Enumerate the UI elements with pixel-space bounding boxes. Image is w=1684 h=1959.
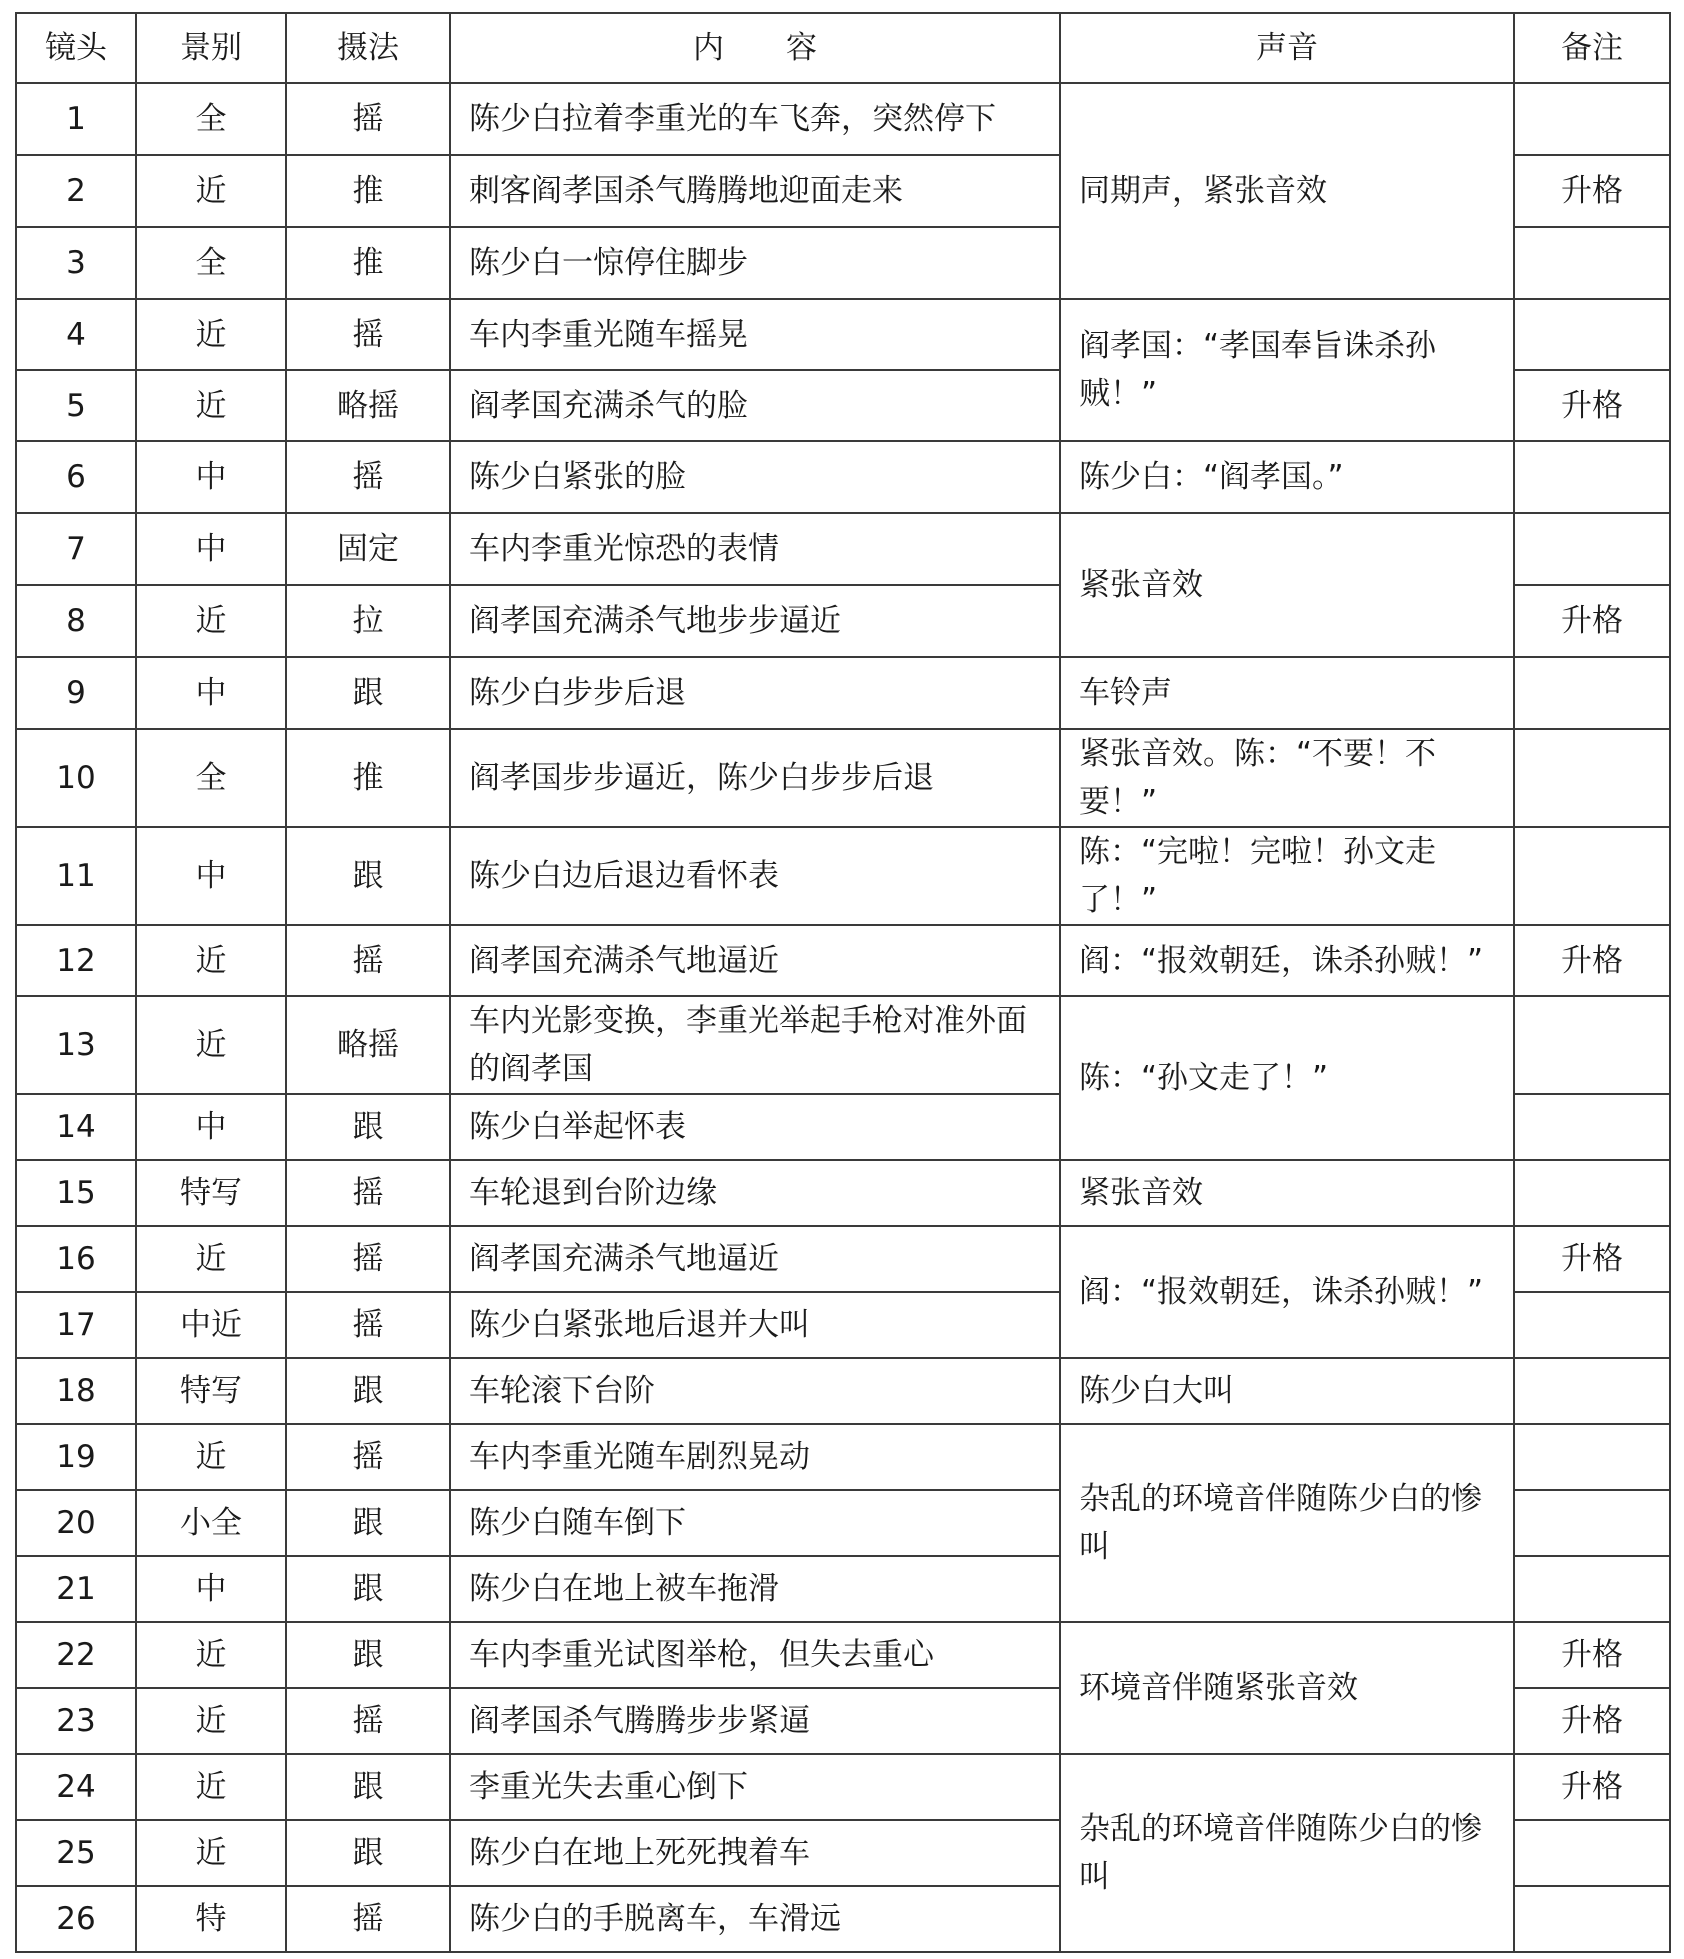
camera-method-cell: 拉 [286, 585, 450, 657]
camera-method-cell: 跟 [286, 1490, 450, 1556]
note-cell [1514, 299, 1670, 370]
shot-number-cell: 7 [16, 513, 136, 585]
note-cell: 升格 [1514, 1226, 1670, 1292]
shot-number-cell: 8 [16, 585, 136, 657]
shot-scale-cell: 近 [136, 1424, 286, 1490]
shot-content-cell: 车轮滚下台阶 [450, 1358, 1060, 1424]
shot-scale-cell: 中 [136, 827, 286, 925]
table-row [16, 996, 1670, 1094]
shot-content-cell: 陈少白边后退边看怀表 [450, 827, 1060, 925]
note-cell [1514, 1886, 1670, 1952]
table-row [16, 513, 1670, 585]
camera-method-cell: 推 [286, 227, 450, 299]
camera-method-cell: 摇 [286, 299, 450, 370]
note-cell [1514, 441, 1670, 513]
sound-cell: 环境音伴随紧张音效 [1060, 1622, 1514, 1754]
camera-method-cell: 跟 [286, 827, 450, 925]
shot-number-cell: 10 [16, 729, 136, 827]
note-cell: 升格 [1514, 155, 1670, 227]
shot-number-cell: 3 [16, 227, 136, 299]
sound-cell: 陈少白：“阎孝国。” [1060, 441, 1514, 513]
shot-number-cell: 23 [16, 1688, 136, 1754]
storyboard-table [15, 12, 1671, 1953]
shot-scale-cell: 近 [136, 1226, 286, 1292]
shot-scale-cell: 近 [136, 299, 286, 370]
shot-number-cell: 13 [16, 996, 136, 1094]
camera-method-cell: 推 [286, 155, 450, 227]
shot-scale-cell: 中 [136, 1094, 286, 1160]
sound-cell: 杂乱的环境音伴随陈少白的惨叫 [1060, 1754, 1514, 1952]
table-row [16, 1622, 1670, 1688]
sound-cell: 紧张音效 [1060, 513, 1514, 657]
table-row [16, 1754, 1670, 1820]
sound-cell: 杂乱的环境音伴随陈少白的惨叫 [1060, 1424, 1514, 1622]
camera-method-cell: 跟 [286, 1622, 450, 1688]
note-cell: 升格 [1514, 1622, 1670, 1688]
camera-method-cell: 摇 [286, 1292, 450, 1358]
shot-content-cell: 阎孝国充满杀气的脸 [450, 370, 1060, 441]
shot-number-cell: 20 [16, 1490, 136, 1556]
shot-scale-cell: 特写 [136, 1358, 286, 1424]
sound-cell: 陈：“孙文走了！” [1060, 996, 1514, 1160]
shot-scale-cell: 近 [136, 1622, 286, 1688]
shot-number-cell: 19 [16, 1424, 136, 1490]
shot-number-cell: 5 [16, 370, 136, 441]
shot-content-cell: 陈少白在地上被车拖滑 [450, 1556, 1060, 1622]
table-row [16, 827, 1670, 925]
sound-cell: 陈：“完啦！完啦！孙文走了！” [1060, 827, 1514, 925]
note-cell [1514, 1160, 1670, 1226]
table-row [16, 83, 1670, 155]
shot-number-cell: 25 [16, 1820, 136, 1886]
note-cell [1514, 83, 1670, 155]
camera-method-cell: 固定 [286, 513, 450, 585]
header-shot: 镜头 [16, 13, 136, 83]
shot-number-cell: 24 [16, 1754, 136, 1820]
sound-cell: 陈少白大叫 [1060, 1358, 1514, 1424]
shot-content-cell: 陈少白在地上死死拽着车 [450, 1820, 1060, 1886]
note-cell [1514, 227, 1670, 299]
shot-content-cell: 车轮退到台阶边缘 [450, 1160, 1060, 1226]
sound-cell: 紧张音效。陈：“不要！不要！” [1060, 729, 1514, 827]
camera-method-cell: 跟 [286, 1820, 450, 1886]
shot-number-cell: 6 [16, 441, 136, 513]
table-row [16, 1160, 1670, 1226]
camera-method-cell: 跟 [286, 1094, 450, 1160]
shot-scale-cell: 近 [136, 925, 286, 996]
note-cell [1514, 1358, 1670, 1424]
shot-content-cell: 车内李重光惊恐的表情 [450, 513, 1060, 585]
camera-method-cell: 摇 [286, 1688, 450, 1754]
table-row [16, 729, 1670, 827]
shot-scale-cell: 中 [136, 1556, 286, 1622]
shot-scale-cell: 特 [136, 1886, 286, 1952]
shot-content-cell: 阎孝国充满杀气地逼近 [450, 1226, 1060, 1292]
shot-scale-cell: 近 [136, 585, 286, 657]
shot-scale-cell: 全 [136, 729, 286, 827]
shot-scale-cell: 中 [136, 441, 286, 513]
shot-number-cell: 14 [16, 1094, 136, 1160]
table-row [16, 1226, 1670, 1292]
note-cell [1514, 1490, 1670, 1556]
camera-method-cell: 推 [286, 729, 450, 827]
shot-number-cell: 21 [16, 1556, 136, 1622]
shot-scale-cell: 近 [136, 996, 286, 1094]
shot-number-cell: 16 [16, 1226, 136, 1292]
camera-method-cell: 摇 [286, 1226, 450, 1292]
shot-number-cell: 9 [16, 657, 136, 729]
shot-scale-cell: 全 [136, 83, 286, 155]
camera-method-cell: 摇 [286, 83, 450, 155]
sound-cell: 阎：“报效朝廷，诛杀孙贼！” [1060, 1226, 1514, 1358]
note-cell: 升格 [1514, 1754, 1670, 1820]
shot-content-cell: 陈少白步步后退 [450, 657, 1060, 729]
sound-cell: 阎孝国：“孝国奉旨诛杀孙贼！” [1060, 299, 1514, 441]
shot-number-cell: 12 [16, 925, 136, 996]
shot-content-cell: 车内光影变换，李重光举起手枪对准外面的阎孝国 [450, 996, 1060, 1094]
table-row [16, 1358, 1670, 1424]
note-cell [1514, 827, 1670, 925]
shot-content-cell: 李重光失去重心倒下 [450, 1754, 1060, 1820]
note-cell: 升格 [1514, 925, 1670, 996]
note-cell [1514, 1820, 1670, 1886]
shot-number-cell: 4 [16, 299, 136, 370]
note-cell [1514, 729, 1670, 827]
shot-content-cell: 陈少白拉着李重光的车飞奔，突然停下 [450, 83, 1060, 155]
note-cell [1514, 1094, 1670, 1160]
note-cell: 升格 [1514, 370, 1670, 441]
table-row [16, 299, 1670, 370]
camera-method-cell: 摇 [286, 441, 450, 513]
note-cell [1514, 1556, 1670, 1622]
table-row [16, 657, 1670, 729]
shot-content-cell: 车内李重光试图举枪，但失去重心 [450, 1622, 1060, 1688]
shot-scale-cell: 中近 [136, 1292, 286, 1358]
note-cell [1514, 513, 1670, 585]
note-cell [1514, 996, 1670, 1094]
shot-number-cell: 17 [16, 1292, 136, 1358]
shot-content-cell: 陈少白举起怀表 [450, 1094, 1060, 1160]
header-content: 内 容 [450, 13, 1060, 83]
sound-cell: 紧张音效 [1060, 1160, 1514, 1226]
shot-content-cell: 陈少白的手脱离车，车滑远 [450, 1886, 1060, 1952]
shot-scale-cell: 近 [136, 1820, 286, 1886]
shot-number-cell: 26 [16, 1886, 136, 1952]
camera-method-cell: 跟 [286, 1754, 450, 1820]
shot-content-cell: 阎孝国充满杀气地逼近 [450, 925, 1060, 996]
shot-content-cell: 陈少白一惊停住脚步 [450, 227, 1060, 299]
shot-content-cell: 刺客阎孝国杀气腾腾地迎面走来 [450, 155, 1060, 227]
shot-scale-cell: 近 [136, 155, 286, 227]
camera-method-cell: 摇 [286, 1886, 450, 1952]
shot-number-cell: 11 [16, 827, 136, 925]
shot-number-cell: 15 [16, 1160, 136, 1226]
camera-method-cell: 跟 [286, 1358, 450, 1424]
shot-scale-cell: 小全 [136, 1490, 286, 1556]
shot-scale-cell: 全 [136, 227, 286, 299]
shot-content-cell: 陈少白随车倒下 [450, 1490, 1060, 1556]
shot-scale-cell: 中 [136, 513, 286, 585]
camera-method-cell: 摇 [286, 1160, 450, 1226]
header-sound: 声音 [1060, 13, 1514, 83]
note-cell [1514, 1292, 1670, 1358]
shot-number-cell: 18 [16, 1358, 136, 1424]
shot-scale-cell: 近 [136, 1754, 286, 1820]
shot-content-cell: 阎孝国杀气腾腾步步紧逼 [450, 1688, 1060, 1754]
shot-scale-cell: 近 [136, 370, 286, 441]
shot-scale-cell: 近 [136, 1688, 286, 1754]
shot-number-cell: 2 [16, 155, 136, 227]
shot-content-cell: 阎孝国充满杀气地步步逼近 [450, 585, 1060, 657]
camera-method-cell: 摇 [286, 925, 450, 996]
table-row [16, 441, 1670, 513]
camera-method-cell: 摇 [286, 1424, 450, 1490]
shot-content-cell: 陈少白紧张的脸 [450, 441, 1060, 513]
camera-method-cell: 略摇 [286, 370, 450, 441]
shot-number-cell: 22 [16, 1622, 136, 1688]
note-cell [1514, 1424, 1670, 1490]
camera-method-cell: 跟 [286, 657, 450, 729]
shot-content-cell: 车内李重光随车摇晃 [450, 299, 1060, 370]
shot-scale-cell: 特写 [136, 1160, 286, 1226]
shot-scale-cell: 中 [136, 657, 286, 729]
sound-cell: 车铃声 [1060, 657, 1514, 729]
header-scale: 景别 [136, 13, 286, 83]
header-note: 备注 [1514, 13, 1670, 83]
note-cell [1514, 657, 1670, 729]
camera-method-cell: 略摇 [286, 996, 450, 1094]
shot-content-cell: 车内李重光随车剧烈晃动 [450, 1424, 1060, 1490]
table-row [16, 1424, 1670, 1490]
table-row [16, 925, 1670, 996]
header-method: 摄法 [286, 13, 450, 83]
camera-method-cell: 跟 [286, 1556, 450, 1622]
shot-content-cell: 阎孝国步步逼近，陈少白步步后退 [450, 729, 1060, 827]
note-cell: 升格 [1514, 585, 1670, 657]
sound-cell: 同期声，紧张音效 [1060, 83, 1514, 299]
shot-content-cell: 陈少白紧张地后退并大叫 [450, 1292, 1060, 1358]
note-cell: 升格 [1514, 1688, 1670, 1754]
shot-number-cell: 1 [16, 83, 136, 155]
sound-cell: 阎：“报效朝廷，诛杀孙贼！” [1060, 925, 1514, 996]
header-row [16, 13, 1670, 83]
